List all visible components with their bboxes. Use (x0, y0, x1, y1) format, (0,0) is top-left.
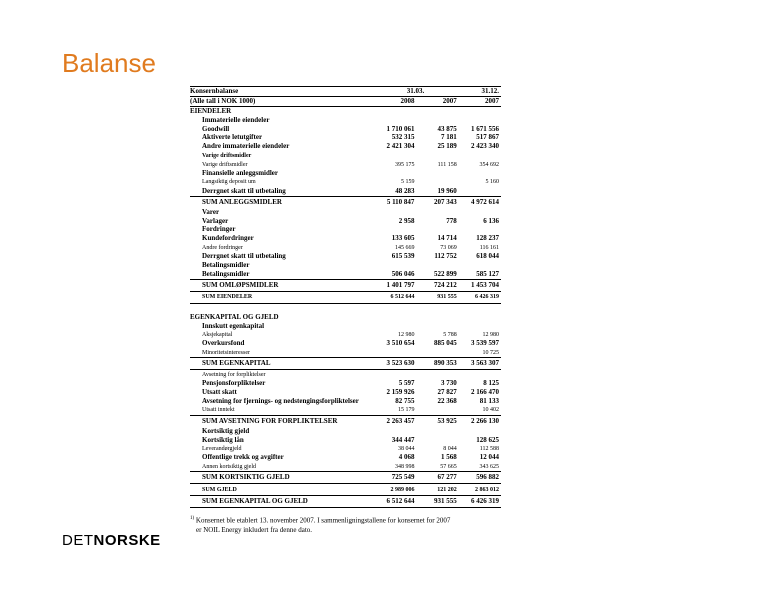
table-row (190, 196, 501, 208)
table-row (190, 169, 501, 178)
row-value-col-2: 931 555 (416, 291, 458, 303)
row-value-col-2: 1 568 (440, 453, 457, 462)
row-label: Utsatt inntekt (202, 407, 235, 414)
row-value-col-3: 4 972 614 (459, 196, 501, 208)
row-value-col-1: 133 605 (391, 234, 415, 243)
row-value-col-3: 12 980 (482, 332, 499, 339)
row-value-col-1: 2 421 304 (386, 142, 415, 151)
row-value-col-2: 778 (446, 216, 457, 225)
row-value-col-1 (374, 370, 416, 379)
balance-sheet (190, 86, 501, 535)
row-value-col-2 (416, 261, 458, 270)
units-label: (Alle tall i NOK 1000) (190, 96, 374, 106)
year-col-3: 2007 (459, 96, 501, 106)
row-value-col-3 (459, 208, 501, 217)
table-row (190, 496, 501, 508)
row-value-col-2: 27 827 (437, 388, 457, 396)
table-row (190, 225, 501, 234)
row-value-col-3: 8 125 (483, 379, 499, 388)
row-value-col-2: 931 555 (416, 496, 458, 508)
row-value-col-3: 2 266 130 (459, 415, 501, 427)
row-value-col-3 (459, 370, 501, 379)
table-year-row (190, 96, 501, 106)
row-value-col-3 (459, 225, 501, 234)
row-label: Langsiktig deposit um (202, 179, 256, 186)
row-label: Kundefordringer (202, 234, 254, 243)
row-value-col-1: 344 447 (391, 435, 415, 444)
row-value-col-3: 112 588 (479, 445, 499, 452)
row-value-col-2 (416, 178, 458, 187)
row-value-col-3: 128 625 (476, 435, 499, 444)
row-value-col-1 (374, 106, 416, 115)
row-value-col-3: 6 426 319 (459, 496, 501, 508)
row-label: EIENDELER (190, 106, 232, 115)
row-label: Derrgnet skatt til utbetaling (202, 186, 286, 195)
row-label: Betalingsmidler (202, 261, 250, 269)
table-row (190, 234, 501, 243)
row-value-col-2: 22 368 (437, 396, 457, 405)
row-label: Annen kortsiktig gjeld (202, 463, 256, 470)
row-label: Derrgnet skatt til utbetaling (202, 252, 286, 261)
row-value-col-2 (416, 370, 458, 379)
table-caption: Konsernbalanse (190, 87, 374, 97)
table-row (190, 388, 501, 397)
row-value-col-3 (459, 169, 501, 178)
table-row (190, 348, 501, 357)
row-label: Andre immaterielle eiendeler (202, 142, 290, 151)
row-value-col-1: 2 958 (398, 216, 415, 225)
row-value-col-1 (374, 348, 416, 357)
row-label: Leverandørgjeld (202, 445, 242, 452)
row-label: Aksjekapital (202, 332, 233, 339)
row-value-col-1 (374, 427, 416, 436)
table-row (190, 142, 501, 151)
row-value-col-1: 532 315 (391, 133, 415, 142)
row-value-col-1 (374, 261, 416, 270)
table-row (190, 370, 501, 379)
row-value-col-1: 3 510 654 (386, 339, 415, 348)
table-row (190, 178, 501, 187)
table-row (190, 472, 501, 484)
row-value-col-3: 3 563 307 (459, 358, 501, 370)
row-value-col-2: 43 875 (437, 124, 457, 133)
table-row (190, 427, 501, 436)
row-value-col-2 (416, 348, 458, 357)
row-value-col-3: 12 044 (479, 453, 499, 462)
row-label: SUM ANLEGGSMIDLER (190, 196, 374, 208)
row-value-col-2 (416, 106, 458, 115)
row-value-col-1: 1 710 061 (386, 124, 415, 133)
table-row (190, 160, 501, 169)
row-value-col-1 (374, 322, 416, 331)
footnote (190, 516, 501, 535)
row-value-col-3 (459, 106, 501, 115)
row-value-col-1 (374, 169, 416, 178)
row-label: SUM GJELD (190, 484, 374, 496)
row-label: SUM EGENKAPITAL (190, 358, 374, 370)
table-row (190, 243, 501, 252)
row-value-col-1: 5 110 847 (374, 196, 416, 208)
row-value-col-1 (374, 116, 416, 125)
row-label: Fordringer (202, 225, 236, 234)
row-value-col-1: 48 283 (395, 186, 415, 195)
table-row (190, 151, 501, 160)
row-value-col-2: 207 343 (416, 196, 458, 208)
row-value-col-1: 145 669 (394, 244, 415, 251)
row-value-col-3: 128 237 (476, 234, 499, 243)
row-value-col-2: 111 158 (437, 161, 457, 168)
table-row (190, 125, 501, 134)
footnote-marker: 1) (190, 516, 195, 522)
row-value-col-1: 2 263 457 (374, 415, 416, 427)
row-value-col-1: 15 179 (397, 407, 415, 414)
row-label: Avsetning for forpliktelser (202, 371, 266, 378)
row-value-col-2 (416, 406, 458, 415)
table-row (190, 436, 501, 445)
row-value-col-3: 618 044 (476, 252, 499, 261)
table-header-row (190, 87, 501, 97)
row-value-col-2: 890 353 (416, 358, 458, 370)
row-value-col-2 (416, 225, 458, 234)
row-value-col-2: 73 069 (440, 244, 457, 251)
row-value-col-3: 343 625 (479, 463, 499, 470)
row-value-col-3: 1 453 704 (459, 279, 501, 291)
row-value-col-2: 57 665 (440, 463, 457, 470)
row-label: Kortsiktig lån (202, 435, 244, 444)
row-value-col-1: 1 401 797 (374, 279, 416, 291)
row-label: Andre fordringer (202, 244, 243, 251)
table-row (190, 291, 501, 303)
row-value-col-2: 885 045 (433, 339, 457, 348)
row-value-col-1: 3 523 630 (374, 358, 416, 370)
row-value-col-1: 615 539 (391, 252, 415, 261)
table-row (190, 252, 501, 261)
row-value-col-3: 2 423 340 (471, 142, 499, 151)
row-value-col-2 (416, 313, 458, 322)
row-label: Overkursfond (202, 339, 245, 348)
row-label: Finansielle anleggsmidler (202, 169, 279, 177)
row-value-col-2: 25 189 (437, 142, 457, 151)
row-value-col-2: 8 044 (443, 445, 457, 452)
row-value-col-3 (459, 187, 501, 196)
row-value-col-2: 112 752 (434, 252, 457, 261)
row-value-col-2: 53 925 (416, 415, 458, 427)
row-value-col-3: 6 426 319 (459, 291, 501, 303)
logo-part-2: NORSKE (93, 532, 161, 549)
logo-part-1: DET (62, 532, 94, 549)
row-label: Immaterielle eiendeler (202, 115, 270, 124)
table-row (190, 453, 501, 462)
period-1: 31.03. (374, 87, 459, 97)
row-spacer (190, 303, 501, 313)
period-2: 31.12. (459, 87, 501, 97)
row-value-col-1 (374, 313, 416, 322)
row-value-col-1: 4 068 (398, 453, 415, 462)
row-label: SUM OMLØPSMIDLER (190, 279, 374, 291)
row-value-col-2 (416, 116, 458, 125)
row-value-col-3 (459, 116, 501, 125)
table-row (190, 313, 501, 322)
row-label: Minoritetsinteresser (202, 349, 250, 356)
row-label: Innskutt egenkapital (202, 321, 265, 330)
row-value-col-3: 116 161 (479, 244, 499, 251)
row-value-col-3: 2 863 012 (459, 484, 501, 496)
row-value-col-1: 12 980 (397, 332, 415, 339)
row-label: SUM KORTSIKTIG GJELD (190, 472, 374, 484)
row-value-col-1: 5 597 (398, 379, 415, 388)
row-value-col-2 (416, 427, 458, 436)
table-row (190, 261, 501, 270)
table-row (190, 270, 501, 279)
year-col-2: 2007 (416, 96, 458, 106)
row-value-col-1: 506 046 (391, 269, 415, 278)
table-row (190, 106, 501, 115)
company-logo (62, 532, 161, 549)
row-value-col-3 (459, 313, 501, 322)
row-value-col-1: 38 044 (397, 445, 415, 452)
footnote-line-1: Konsernet ble etablert 13. november 2007. I sammenligningstallene for konsernet for 2007 (195, 516, 451, 525)
table-row (190, 133, 501, 142)
table-body (190, 106, 501, 507)
table-row (190, 208, 501, 217)
row-value-col-3: 596 882 (459, 472, 501, 484)
row-value-col-3: 354 692 (479, 161, 499, 168)
row-value-col-1: 6 512 644 (374, 496, 416, 508)
slide-title: Balanse (62, 48, 156, 78)
row-value-col-3 (459, 261, 501, 270)
row-value-col-2 (416, 436, 458, 445)
table-row (190, 339, 501, 348)
row-value-col-2 (416, 151, 458, 160)
row-value-col-2 (416, 169, 458, 178)
table-row (190, 331, 501, 340)
row-value-col-1: 2 989 006 (374, 484, 416, 496)
table-row (190, 116, 501, 125)
row-value-col-3: 5 160 (485, 179, 499, 186)
row-value-col-3 (459, 151, 501, 160)
row-value-col-1: 6 512 644 (374, 291, 416, 303)
table-row (190, 279, 501, 291)
row-value-col-3: 585 127 (476, 269, 499, 278)
row-value-col-2: 5 788 (443, 332, 457, 339)
row-label: Betalingsmidler (202, 269, 250, 278)
row-label: Offentlige trekk og avgifter (202, 453, 284, 462)
table-row (190, 358, 501, 370)
row-value-col-3 (459, 322, 501, 331)
row-value-col-3: 10 402 (482, 407, 499, 414)
table-row (190, 397, 501, 406)
table-row (190, 445, 501, 454)
table-row (190, 217, 501, 226)
row-value-col-1 (374, 151, 416, 160)
row-label: Varlager (202, 216, 229, 225)
table-row (190, 406, 501, 415)
table-row (190, 187, 501, 196)
row-label: SUM AVSETNING FOR FORPLIKTELSER (190, 415, 374, 427)
row-value-col-3: 517 867 (476, 133, 499, 142)
row-value-col-2: 19 960 (437, 186, 457, 195)
year-col-1: 2008 (374, 96, 416, 106)
row-value-col-2: 3 730 (440, 379, 457, 388)
row-label: Goodwill (202, 124, 230, 133)
row-value-col-2: 7 181 (440, 133, 457, 142)
row-label: Aktiverte letutgifter (202, 133, 263, 142)
row-value-col-2: 121 202 (416, 484, 458, 496)
row-value-col-2 (416, 322, 458, 331)
row-label: Varige driftsmidler (202, 152, 252, 159)
row-label: Kortsiktig gjeld (202, 426, 250, 435)
row-label: Pensjonsforpliktelser (202, 379, 266, 388)
row-value-col-1 (374, 208, 416, 217)
row-value-col-2: 724 212 (416, 279, 458, 291)
row-value-col-1: 5 159 (400, 179, 415, 186)
row-label: Utsatt skatt (202, 388, 237, 396)
row-value-col-2: 67 277 (416, 472, 458, 484)
row-value-col-3: 3 539 597 (471, 339, 499, 348)
table-row (190, 415, 501, 427)
row-label: Varer (202, 207, 220, 216)
row-value-col-1 (374, 225, 416, 234)
row-label: SUM EIENDELER (190, 291, 374, 303)
footnote-line-2: er NOIL Energy inkludert fra denne dato. (196, 525, 313, 534)
table-row (190, 462, 501, 471)
table-row (190, 379, 501, 388)
row-value-col-3: 1 671 556 (471, 124, 499, 133)
row-value-col-1: 82 755 (395, 396, 415, 405)
row-value-col-3 (459, 427, 501, 436)
row-label: Avsetning for fjernings- og nedstengingsforpliktelser (202, 396, 359, 405)
row-value-col-3: 6 136 (483, 216, 499, 225)
balance-table (190, 86, 501, 508)
table-row (190, 322, 501, 331)
row-value-col-2 (416, 208, 458, 217)
row-value-col-2: 14 714 (437, 234, 457, 243)
row-value-col-1: 2 159 926 (386, 388, 415, 396)
row-label: SUM EGENKAPITAL OG GJELD (190, 496, 374, 508)
row-label: EGENKAPITAL OG GJELD (190, 312, 279, 321)
row-label: Varige driftsmidler (202, 161, 248, 168)
row-value-col-3: 10 725 (482, 349, 499, 356)
row-value-col-1: 725 549 (374, 472, 416, 484)
row-value-col-1: 395 175 (394, 161, 415, 168)
row-value-col-2: 522 899 (433, 269, 457, 278)
row-value-col-3: 81 133 (479, 396, 499, 405)
row-value-col-1: 348 998 (394, 463, 415, 470)
table-row (190, 484, 501, 496)
row-value-col-3: 2 166 470 (471, 388, 499, 396)
